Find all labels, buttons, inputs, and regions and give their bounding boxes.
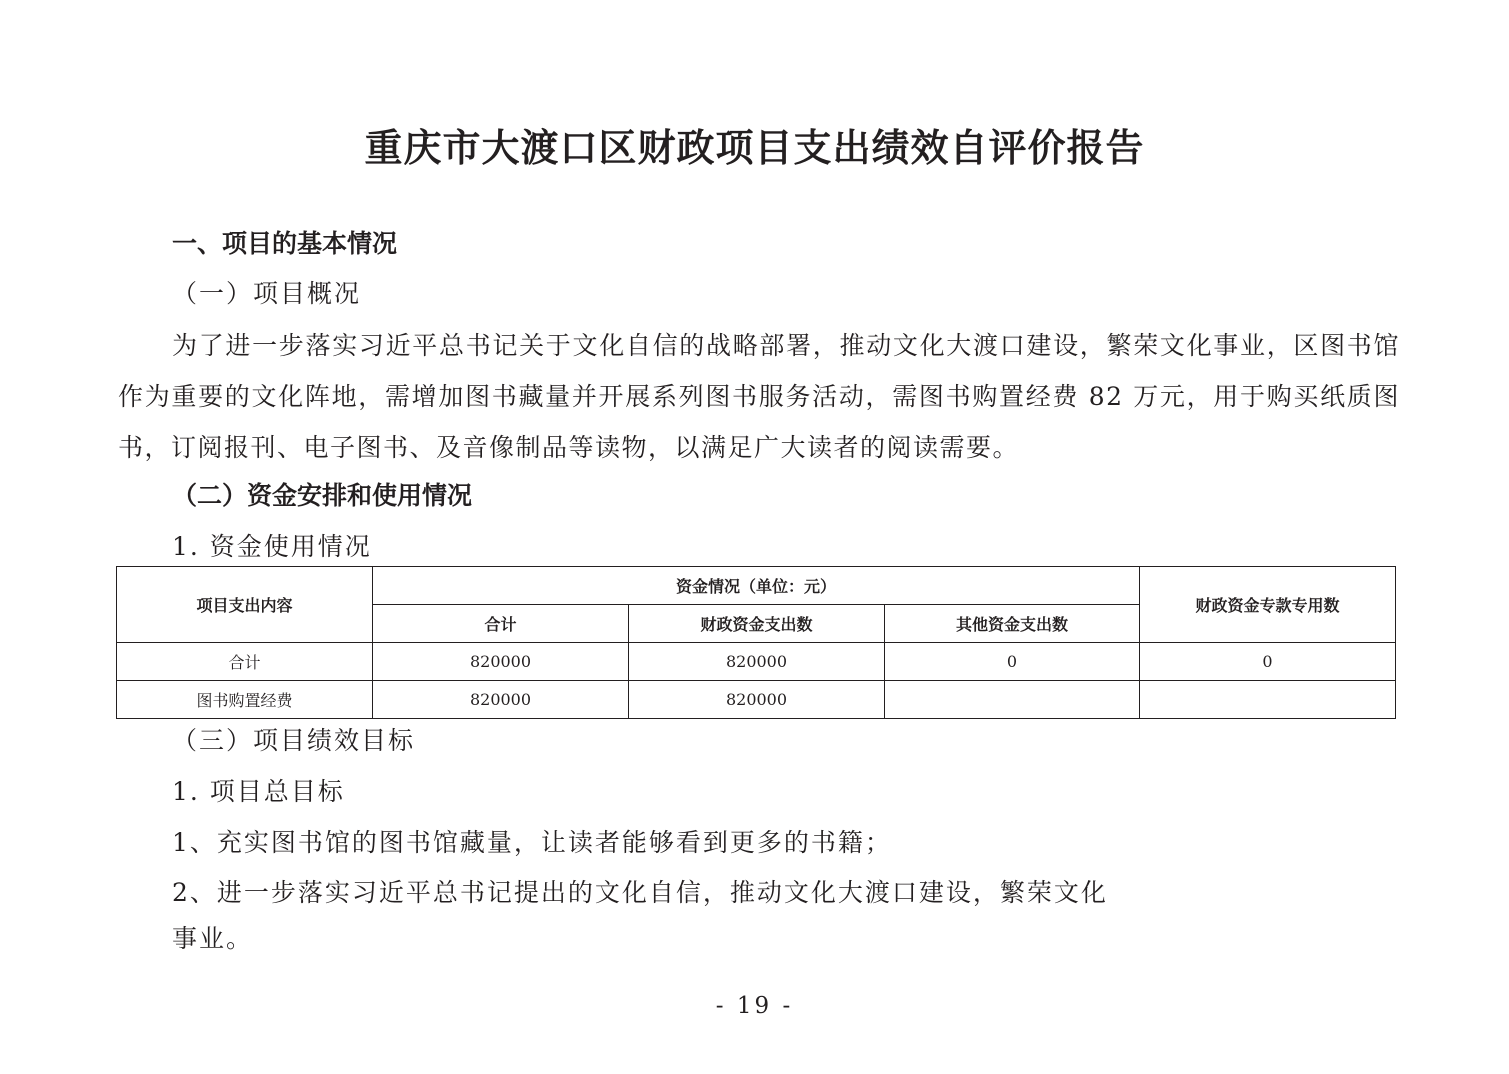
table-header-row	[117, 567, 1396, 605]
page-title: 重庆市大渡口区财政项目支出绩效自评价报告	[364, 126, 1145, 170]
row-total: 820000	[373, 643, 629, 681]
header-fiscal: 财政资金支出数	[629, 605, 885, 643]
row-special	[1140, 681, 1396, 719]
subsection-heading-funding: （二）资金安排和使用情况	[172, 481, 473, 510]
header-fund-group: 资金情况（单位：元）	[373, 567, 1140, 605]
row-name: 图书购置经费	[117, 681, 373, 719]
page-number: - 19 -	[715, 993, 794, 1019]
goal-item-1: 1、充实图书馆的图书馆藏量，让读者能够看到更多的书籍；	[172, 828, 892, 857]
header-total: 合计	[373, 605, 629, 643]
header-other: 其他资金支出数	[885, 605, 1140, 643]
table-row	[117, 643, 1396, 681]
row-fiscal: 820000	[629, 643, 885, 681]
row-total: 820000	[373, 681, 629, 719]
overview-paragraph: 为了进一步落实习近平总书记关于文化自信的战略部署，推动文化大渡口建设，繁荣文化事业，区图书馆作为重要的文化阵地，需增加图书藏量并开展系列图书服务活动，需图书购置经费 82 万元，用于购买纸质图书，订阅报刊、电子图书、及音像制品等读物，以满足广大读者的阅读需要。	[118, 331, 1400, 462]
table-row	[117, 681, 1396, 719]
header-special: 财政资金专款专用数	[1140, 567, 1396, 643]
funding-table	[116, 566, 1396, 719]
subsection-heading-goals: （三）项目绩效目标	[172, 726, 416, 755]
row-other: 0	[885, 643, 1140, 681]
row-name: 合计	[117, 643, 373, 681]
overall-goal-label: 1. 项目总目标	[172, 777, 345, 806]
row-other	[885, 681, 1140, 719]
subsection-heading-overview: （一）项目概况	[172, 279, 362, 308]
row-special: 0	[1140, 643, 1396, 681]
goal-item-2-continued: 事业。	[172, 924, 254, 953]
row-fiscal: 820000	[629, 681, 885, 719]
goal-item-2: 2、进一步落实习近平总书记提出的文化自信，推动文化大渡口建设，繁荣文化	[172, 878, 1108, 907]
funding-usage-label: 1. 资金使用情况	[172, 532, 372, 561]
header-content: 项目支出内容	[117, 567, 373, 643]
section-heading-basic-info: 一、项目的基本情况	[172, 229, 398, 258]
